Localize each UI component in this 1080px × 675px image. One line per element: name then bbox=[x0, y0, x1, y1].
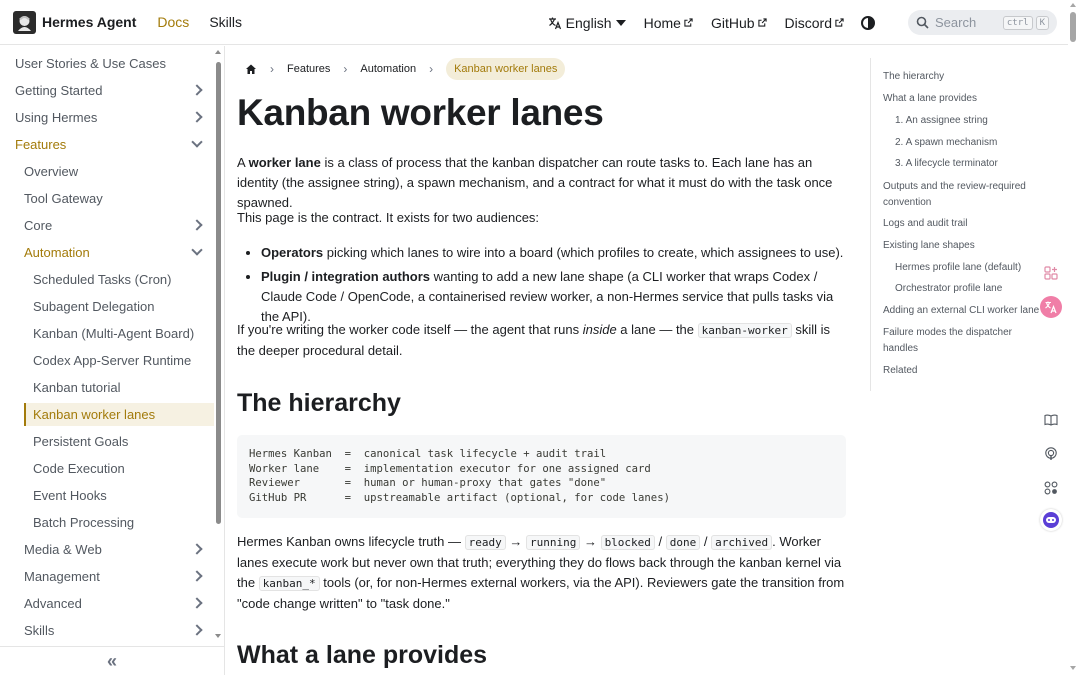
chevron-right-icon[interactable] bbox=[191, 84, 202, 95]
chevron-down-icon bbox=[616, 20, 626, 26]
extensions-button[interactable] bbox=[1040, 477, 1062, 499]
sidebar-scroll-up-arrow[interactable] bbox=[215, 50, 221, 54]
translate-icon bbox=[1044, 300, 1058, 314]
lifecycle-paragraph bbox=[237, 532, 845, 614]
breadcrumb-current: Kanban worker lanes bbox=[446, 58, 565, 80]
sidebar-item-kanban-board[interactable] bbox=[33, 324, 208, 342]
sidebar-item-user-stories[interactable] bbox=[15, 54, 207, 72]
sidebar-item-event-hooks[interactable] bbox=[33, 486, 208, 504]
toc-link[interactable]: Adding an external CLI worker lane bbox=[883, 305, 1040, 316]
nav-docs-link[interactable]: Docs bbox=[157, 14, 190, 30]
page-scroll-up-arrow[interactable] bbox=[1070, 3, 1076, 7]
inline-code: kanban-worker bbox=[698, 323, 792, 338]
sidebar-item-label: Getting Started bbox=[15, 82, 103, 98]
chevron-right-icon[interactable] bbox=[191, 570, 202, 581]
lifecycle-text: tools (or, for non-Hermes external workers, via the API). Reviewers gate the transition from "code change written" to "task done." bbox=[237, 575, 845, 611]
worker-note-text: skill is the deeper procedural detail. bbox=[237, 322, 831, 358]
toc-link[interactable]: Failure modes the dispatcher handles bbox=[883, 327, 1012, 354]
sidebar-item-kanban-tutorial[interactable] bbox=[33, 378, 208, 396]
book-open-icon bbox=[1044, 414, 1058, 426]
toc-link[interactable]: What a lane provides bbox=[883, 93, 977, 104]
sidebar-item-label: Event Hooks bbox=[33, 487, 107, 503]
sidebar-item-label: Core bbox=[24, 217, 53, 233]
toc-link[interactable]: Existing lane shapes bbox=[883, 240, 975, 251]
arrow-text: → bbox=[505, 534, 526, 549]
sidebar-item-label: Kanban worker lanes bbox=[33, 407, 156, 422]
inline-code: archived bbox=[711, 535, 772, 550]
sidebar-item-codex-runtime[interactable] bbox=[33, 351, 208, 369]
contract-paragraph: This page is the contract. It exists for two audiences: bbox=[237, 210, 540, 225]
nav-discord-link[interactable] bbox=[785, 15, 844, 31]
audio-button[interactable] bbox=[1040, 443, 1062, 465]
top-navbar bbox=[0, 0, 1068, 45]
collapse-sidebar-button[interactable] bbox=[0, 646, 225, 675]
nav-skills-link[interactable]: Skills bbox=[209, 14, 242, 30]
inline-code: done bbox=[666, 535, 701, 550]
sidebar-item-media-web[interactable] bbox=[24, 540, 201, 558]
sidebar-item-label: User Stories & Use Cases bbox=[15, 55, 166, 71]
podcast-icon bbox=[1044, 447, 1058, 461]
sidebar-item-overview[interactable] bbox=[24, 162, 204, 180]
external-link-icon bbox=[684, 18, 693, 27]
breadcrumb-separator: › bbox=[270, 61, 274, 76]
breadcrumb-features[interactable]: Features bbox=[287, 62, 331, 75]
language-label: English bbox=[565, 14, 612, 31]
sidebar-item-skills[interactable] bbox=[24, 621, 201, 639]
list-item-term: Plugin / integration authors bbox=[261, 269, 430, 284]
inline-code: blocked bbox=[601, 535, 655, 550]
chevron-down-icon[interactable] bbox=[191, 244, 202, 255]
worker-note-text: If you're writing the worker code itself — the agent that runs bbox=[237, 322, 583, 337]
worker-note-paragraph bbox=[237, 320, 845, 361]
sidebar-item-core[interactable] bbox=[24, 216, 201, 234]
sidebar-item-getting-started[interactable] bbox=[15, 81, 201, 99]
inline-code: kanban_* bbox=[259, 576, 320, 591]
intro-paragraph bbox=[237, 153, 845, 213]
intro-term: worker lane bbox=[248, 155, 321, 170]
sidebar-item-persistent-goals[interactable] bbox=[33, 432, 208, 450]
breadcrumb bbox=[237, 57, 565, 80]
sidebar-item-batch-processing[interactable] bbox=[33, 513, 208, 531]
search-button[interactable] bbox=[908, 10, 1057, 35]
sidebar-item-scheduled-tasks[interactable] bbox=[33, 270, 208, 288]
list-item-text: wanting to add a new lane shape (a CLI worker that wraps Codex / Claude Code / OpenCode, a containerised review worker, a non-Hermes service that pulls tasks via the API). bbox=[261, 269, 834, 324]
sidebar-item-management[interactable] bbox=[24, 567, 201, 585]
sidebar-item-automation[interactable] bbox=[24, 243, 201, 261]
sidebar-item-label: Media & Web bbox=[24, 541, 102, 557]
sidebar-item-label: Tool Gateway bbox=[24, 190, 103, 206]
brand-title: Hermes Agent bbox=[42, 14, 137, 30]
theme-toggle-icon[interactable] bbox=[861, 16, 875, 30]
sidebar-item-label: Advanced bbox=[24, 595, 82, 611]
sidebar-item-label: Code Execution bbox=[33, 460, 125, 476]
nav-github-link[interactable] bbox=[711, 15, 767, 31]
sidebar-item-kanban-worker-lanes[interactable] bbox=[24, 403, 214, 426]
toc-link[interactable]: Related bbox=[883, 365, 918, 376]
search-key-ctrl: ctrl bbox=[1003, 16, 1033, 30]
page-scroll-down-arrow[interactable] bbox=[1070, 666, 1076, 670]
toc-link[interactable]: The hierarchy bbox=[883, 71, 945, 82]
nav-home-link[interactable] bbox=[644, 15, 693, 31]
worker-note-text: a lane — the bbox=[616, 322, 698, 337]
sidebar-item-advanced[interactable] bbox=[24, 594, 201, 612]
sidebar-item-features[interactable] bbox=[15, 135, 201, 153]
audience-list bbox=[261, 243, 849, 331]
breadcrumb-separator: › bbox=[343, 61, 348, 76]
brand-link[interactable] bbox=[13, 11, 136, 34]
language-dropdown[interactable] bbox=[548, 15, 626, 31]
inline-code: running bbox=[526, 535, 580, 550]
sidebar-scroll-down-arrow[interactable] bbox=[215, 634, 221, 638]
lifecycle-text: Hermes Kanban owns lifecycle truth — bbox=[237, 534, 465, 549]
worker-note-emphasis: inside bbox=[582, 322, 617, 337]
nav-home-label: Home bbox=[643, 14, 681, 31]
slash-text: / bbox=[654, 534, 666, 549]
page-scrollbar[interactable] bbox=[1070, 12, 1076, 42]
hermes-logo-icon bbox=[13, 11, 36, 34]
breadcrumb-automation[interactable]: Automation bbox=[360, 62, 417, 75]
sidebar-item-label: Features bbox=[15, 136, 67, 152]
sidebar-item-label: Persistent Goals bbox=[33, 433, 129, 449]
toc-link[interactable]: 1. An assignee string bbox=[895, 115, 988, 126]
sidebar-item-label: Codex App-Server Runtime bbox=[33, 352, 192, 368]
intro-text: is a class of process that the kanban dispatcher can route tasks to. Each lane has an identity (the assignee string), a spawn mechanism, and a contract for what it must do with the task once spawned. bbox=[237, 155, 833, 210]
toc-link[interactable]: Orchestrator profile lane bbox=[895, 283, 1003, 294]
page-title: Kanban worker lanes bbox=[237, 92, 604, 133]
chevron-right-icon[interactable] bbox=[191, 543, 202, 554]
list-item bbox=[261, 267, 849, 327]
sidebar-item-label: Management bbox=[24, 568, 100, 584]
hierarchy-code-block: Hermes Kanban = canonical task lifecycle + audit trail Worker lane = implementation executor for one assigned card Reviewer = human or human-proxy that gates "done" GitHub PR = upstreamable artifact (optional, for code lanes) bbox=[237, 435, 846, 518]
external-link-icon bbox=[835, 18, 844, 27]
toc-link[interactable]: 3. A lifecycle terminator bbox=[895, 158, 998, 169]
robot-face-icon bbox=[1042, 511, 1060, 529]
lifecycle-text: . Worker lanes execute work but never own that truth; everything they do flows back through the kanban kernel via the bbox=[237, 534, 842, 590]
sidebar-item-label: Overview bbox=[24, 163, 79, 179]
chevron-right-icon[interactable] bbox=[191, 624, 202, 635]
search-key-k: K bbox=[1036, 16, 1049, 30]
sidebar-item-label: Scheduled Tasks (Cron) bbox=[33, 271, 172, 287]
external-link-icon bbox=[758, 18, 767, 27]
reader-mode-button[interactable] bbox=[1040, 409, 1062, 431]
sidebar-item-label: Kanban tutorial bbox=[33, 379, 121, 395]
home-icon[interactable] bbox=[245, 63, 257, 75]
docs-sidebar bbox=[0, 46, 225, 646]
translate-button[interactable] bbox=[1040, 296, 1062, 318]
apps-settings-icon bbox=[1044, 481, 1058, 495]
sidebar-item-tool-gateway[interactable] bbox=[24, 189, 204, 207]
sidebar-scrollbar[interactable] bbox=[216, 62, 221, 524]
chevron-right-icon[interactable] bbox=[191, 219, 202, 230]
search-placeholder: Search bbox=[935, 15, 977, 30]
search-icon bbox=[916, 16, 929, 29]
toc-link[interactable]: Logs and audit trail bbox=[883, 218, 968, 229]
list-item-term: Operators bbox=[261, 245, 324, 260]
sidebar-item-label: Subagent Delegation bbox=[33, 298, 155, 314]
heading-the-hierarchy: The hierarchy bbox=[237, 389, 401, 417]
inline-code: ready bbox=[465, 535, 506, 550]
sidebar-item-code-execution[interactable] bbox=[33, 459, 208, 477]
slash-text: / bbox=[700, 534, 712, 549]
sidebar-item-label: Using Hermes bbox=[15, 109, 98, 125]
intro-text: A bbox=[237, 155, 249, 170]
chevron-down-icon[interactable] bbox=[191, 136, 202, 147]
sidebar-item-using-hermes[interactable] bbox=[15, 108, 201, 126]
navbar-right bbox=[530, 0, 1057, 45]
table-of-contents bbox=[870, 58, 1046, 391]
double-chevron-left-icon: « bbox=[106, 650, 117, 671]
sidebar-item-subagent-delegation[interactable] bbox=[33, 297, 208, 315]
list-item-text: picking which lanes to wire into a board (which profiles to create, which assignees to use). bbox=[323, 245, 844, 260]
chevron-right-icon[interactable] bbox=[191, 111, 202, 122]
nav-github-label: GitHub bbox=[710, 14, 755, 31]
toc-link[interactable]: 2. A spawn mechanism bbox=[895, 137, 998, 148]
sidebar-item-label: Automation bbox=[24, 244, 90, 260]
translate-icon bbox=[548, 16, 562, 30]
apps-add-button[interactable] bbox=[1040, 262, 1062, 284]
breadcrumb-separator: › bbox=[429, 61, 434, 76]
sidebar-item-label: Skills bbox=[24, 622, 55, 638]
nav-discord-label: Discord bbox=[784, 14, 832, 31]
toc-link[interactable]: Hermes profile lane (default) bbox=[895, 262, 1022, 273]
heading-what-a-lane-provides: What a lane provides bbox=[237, 641, 488, 669]
arrow-text: → bbox=[580, 534, 601, 549]
apps-plus-icon bbox=[1044, 266, 1058, 280]
chevron-right-icon[interactable] bbox=[191, 597, 202, 608]
list-item bbox=[261, 243, 849, 263]
toc-link[interactable]: Outputs and the review-required convention bbox=[883, 181, 1026, 208]
sidebar-item-label: Kanban (Multi-Agent Board) bbox=[33, 325, 195, 341]
sidebar-item-label: Batch Processing bbox=[33, 514, 135, 530]
assistant-button[interactable] bbox=[1040, 509, 1062, 531]
